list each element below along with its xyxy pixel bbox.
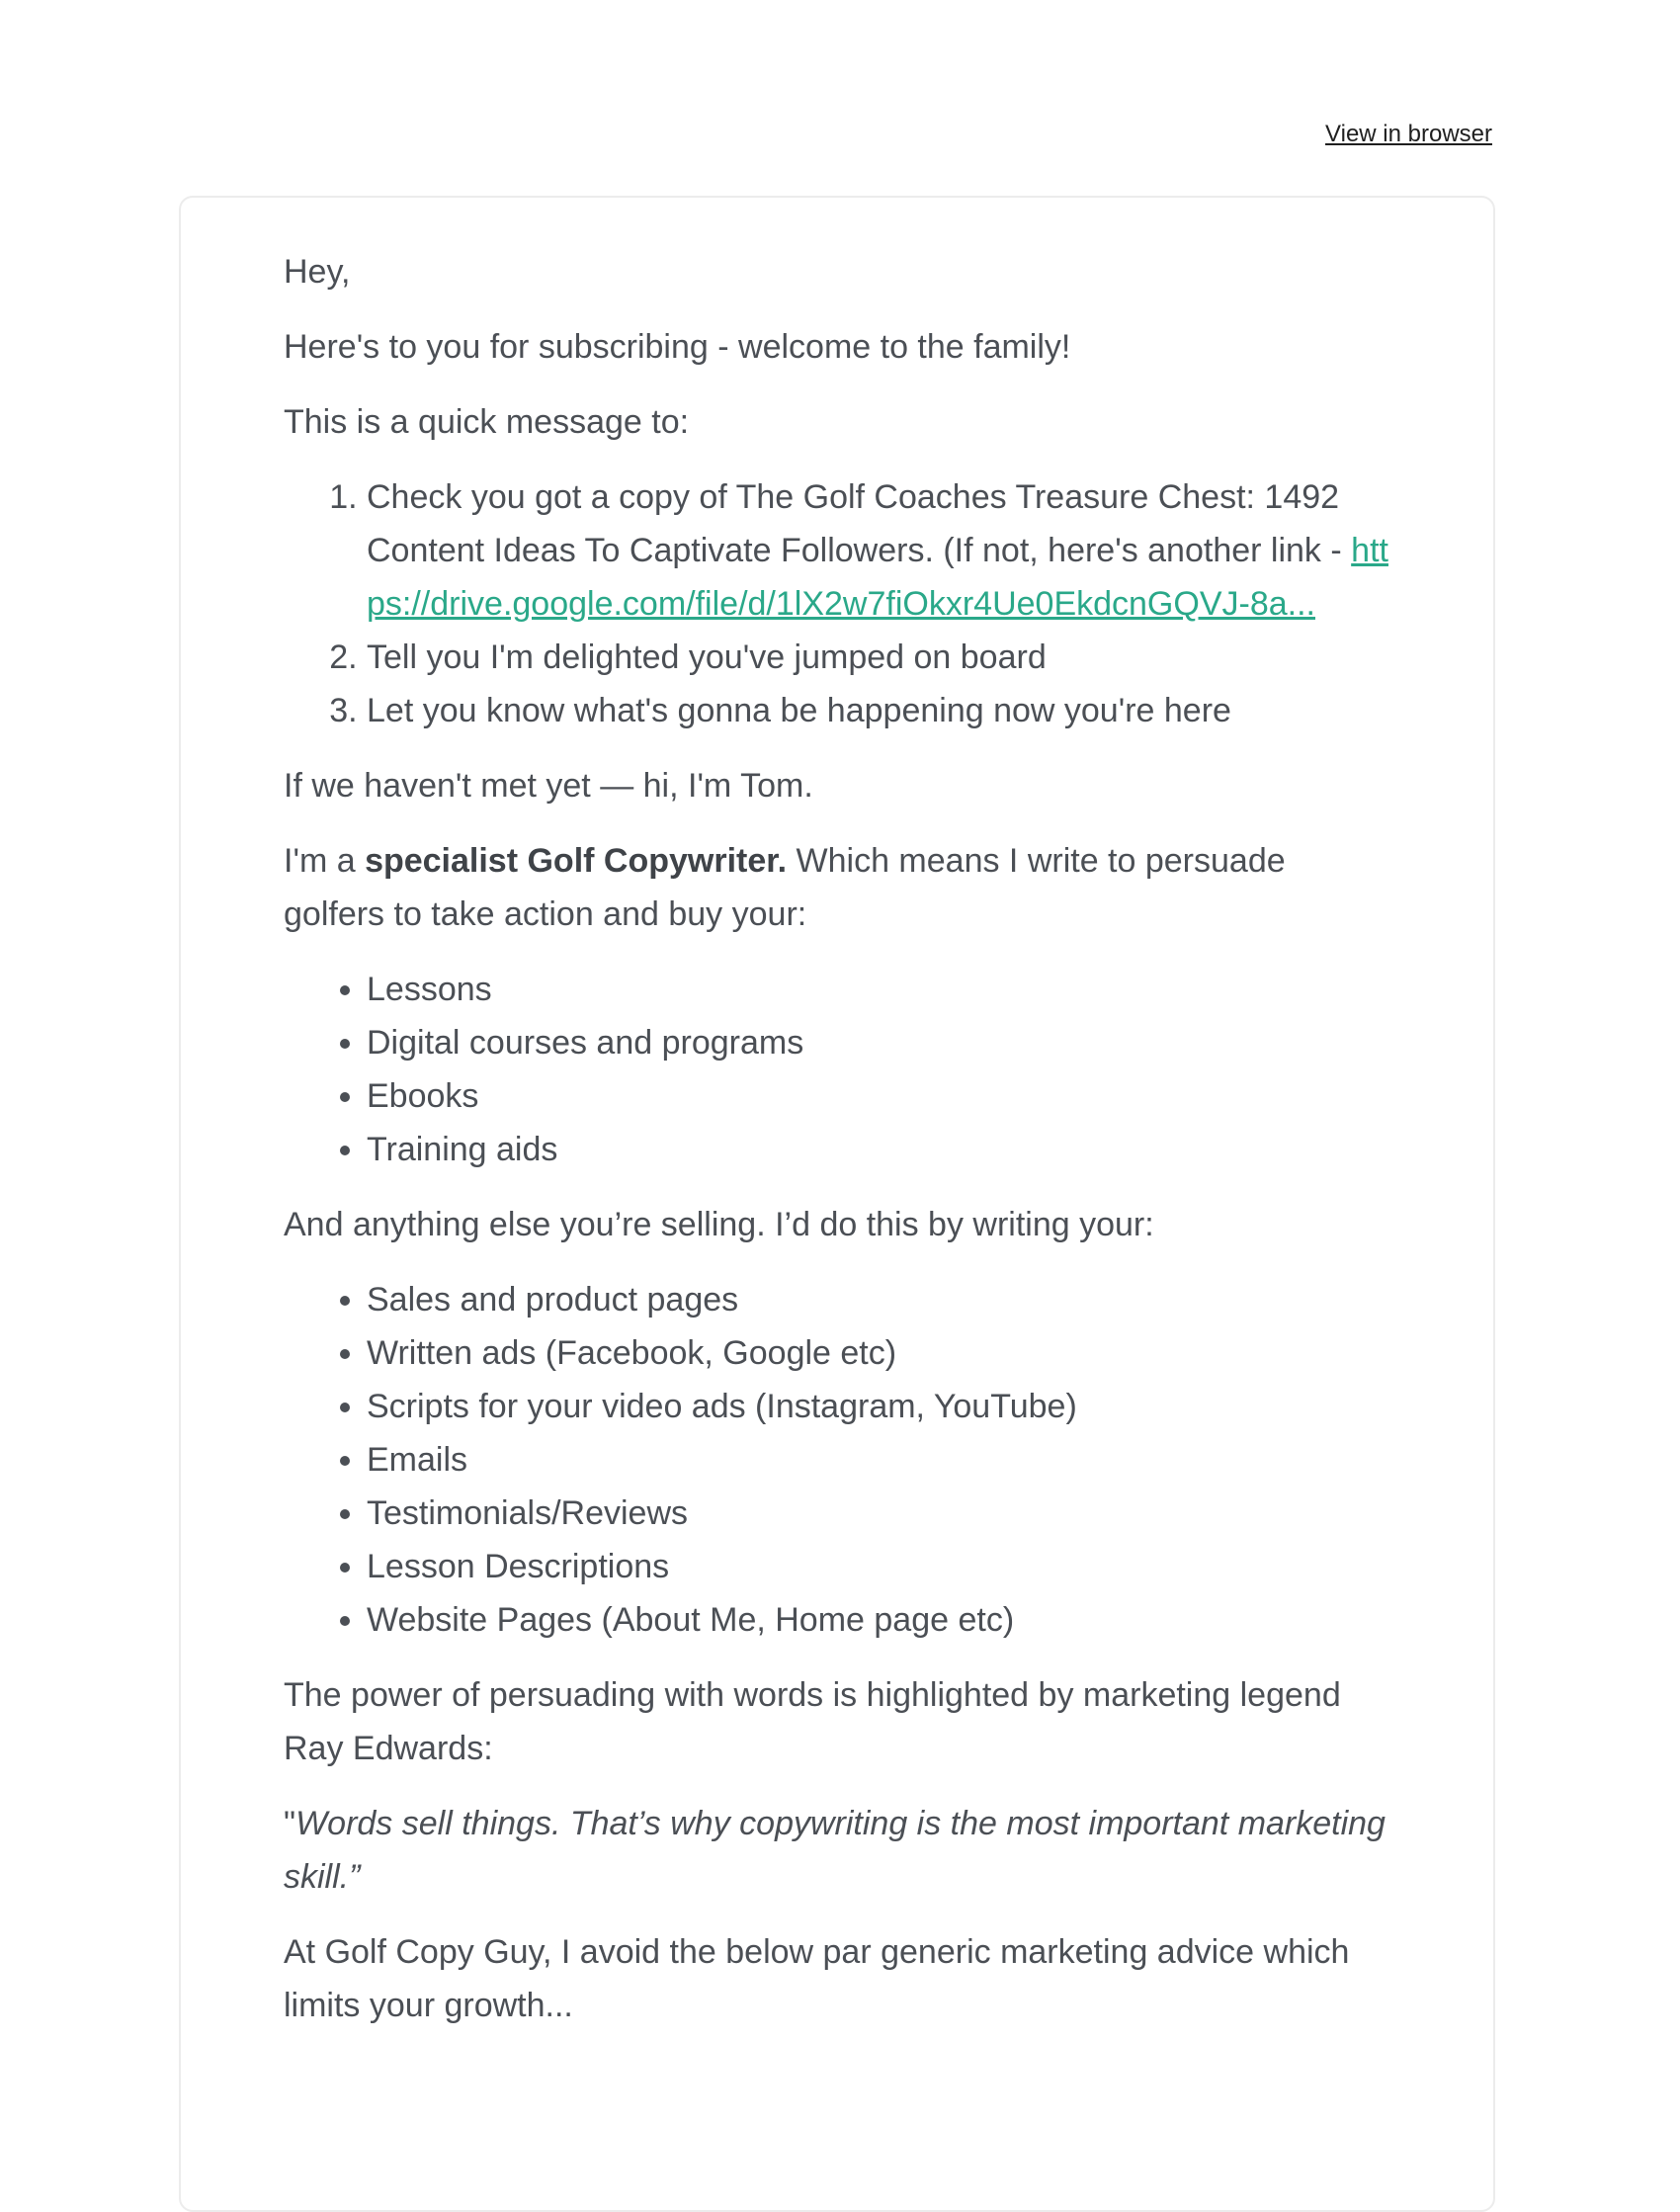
list-item: • Training aids [367, 1123, 1390, 1176]
intro-text: This is a quick message to: [284, 403, 690, 441]
specialist-bold: specialist Golf Copywriter. [365, 842, 788, 880]
list-item: • Digital courses and programs [367, 1016, 1390, 1069]
list-item: • Lesson Descriptions [367, 1540, 1390, 1593]
specialist-text [284, 834, 1390, 941]
email-card [179, 196, 1495, 2212]
specialist-prefix: I'm a [284, 842, 366, 880]
power-text: The power of persuading with words is highlighted by marketing legend Ray Edwards: [284, 1676, 1341, 1767]
welcome-text: Here's to you for subscribing - welcome to the family! [284, 328, 1071, 366]
list-item [367, 470, 1390, 631]
greeting: Hey, [284, 253, 351, 291]
list-item-text: Check you got a copy of The Golf Coaches Treasure Chest: 1492 Content Ideas To Captivate Followers. (If not, here's another link - [367, 478, 1352, 569]
selling-text: And anything else you’re selling. I’d do this by writing your: [284, 1206, 1154, 1243]
specialist-suffix: Which means I write to persuade golfers to take action and buy your: [284, 842, 1286, 933]
email-body [284, 245, 1390, 2054]
list-item: • Sales and product pages [367, 1273, 1390, 1326]
closing-text: At Golf Copy Guy, I avoid the below par generic marketing advice which limits your growth... [284, 1933, 1350, 2024]
intro-tom-text: If we haven't met yet — hi, I'm Tom. [284, 767, 813, 805]
list-item: • Scripts for your video ads (Instagram, YouTube) [367, 1380, 1390, 1433]
list-item: • Emails [367, 1433, 1390, 1487]
list-item: 3. Let you know what's gonna be happening now you're here [367, 684, 1390, 737]
list-item: 2. Tell you I'm delighted you've jumped on board [367, 631, 1390, 684]
list-item: • Lessons [367, 963, 1390, 1016]
drive-link[interactable]: https://drive.google.com/file/d/1lX2w7fiOkxr4Ue0EkdcnGQVJ-8a... [367, 532, 1388, 623]
list-item: • Ebooks [367, 1069, 1390, 1123]
services-list [284, 1273, 1390, 1647]
list-item: • Testimonials/Reviews [367, 1487, 1390, 1540]
list-item: • Website Pages (About Me, Home page etc) [367, 1593, 1390, 1647]
quote-open: " [284, 1805, 296, 1842]
quote-text: Words sell things. That’s why copywriting is the most important marketing skill.” [284, 1805, 1386, 1896]
list-item: • Written ads (Facebook, Google etc) [367, 1326, 1390, 1380]
quote [284, 1797, 1390, 1904]
view-in-browser-link[interactable]: View in browser [1325, 121, 1492, 147]
products-list [284, 963, 1390, 1176]
numbered-list [284, 470, 1390, 737]
